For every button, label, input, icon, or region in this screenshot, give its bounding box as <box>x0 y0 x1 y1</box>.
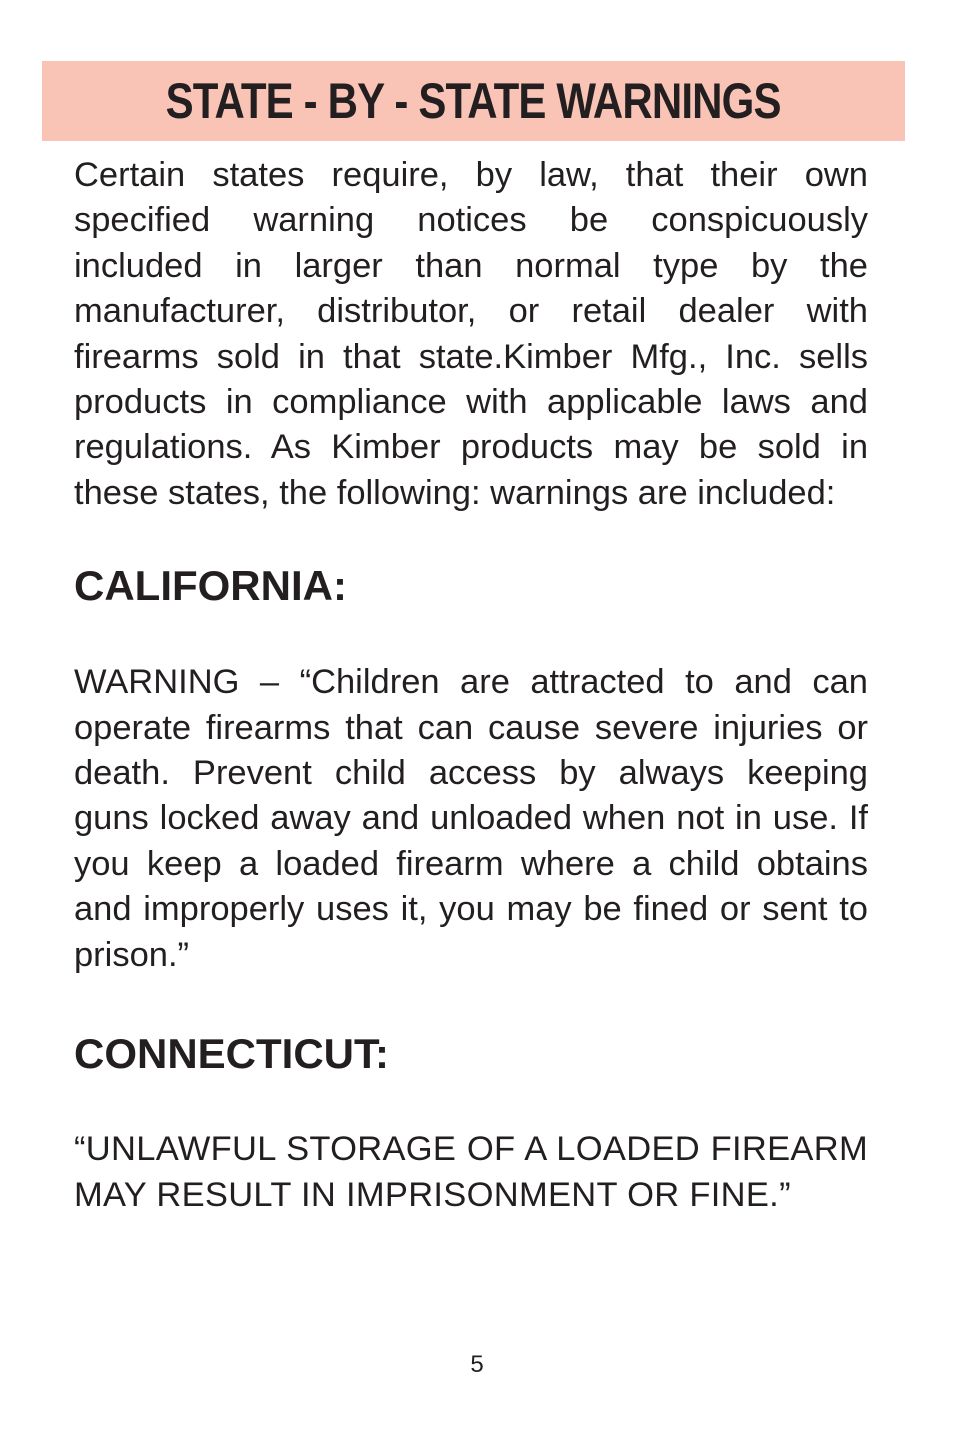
page-content <box>74 153 868 1218</box>
connecticut-heading: CONNECTICUT: <box>74 1030 389 1078</box>
page-title: STATE - BY - STATE WARNINGS <box>165 73 782 129</box>
california-warning: WARNING – “Children are attracted to and can operate firearms that can cause severe injuries or death. Prevent child access by always keeping guns locked away and unloaded when not in use. If you keep a loaded firearm where a child obtains and improperly uses it, you may be fined or sent to prison.” <box>74 663 868 974</box>
california-heading: CALIFORNIA: <box>74 562 347 610</box>
connecticut-warning: “UNLAWFUL STORAGE OF A LOADED FIREARM MAY RESULT IN IMPRISONMENT OR FINE.” <box>74 1130 868 1214</box>
intro-paragraph: Certain states require, by law, that their own specified warning notices be conspicuously included in larger than normal type by the manufacturer, distributor, or retail dealer with firearms sold in that state.Kimber Mfg., Inc. sells products in compliance with applicable laws and regulations. As Kimber products may be sold in these states, the following: warnings are included: <box>74 156 868 512</box>
title-band <box>42 61 905 141</box>
page-number: 5 <box>470 1351 484 1378</box>
